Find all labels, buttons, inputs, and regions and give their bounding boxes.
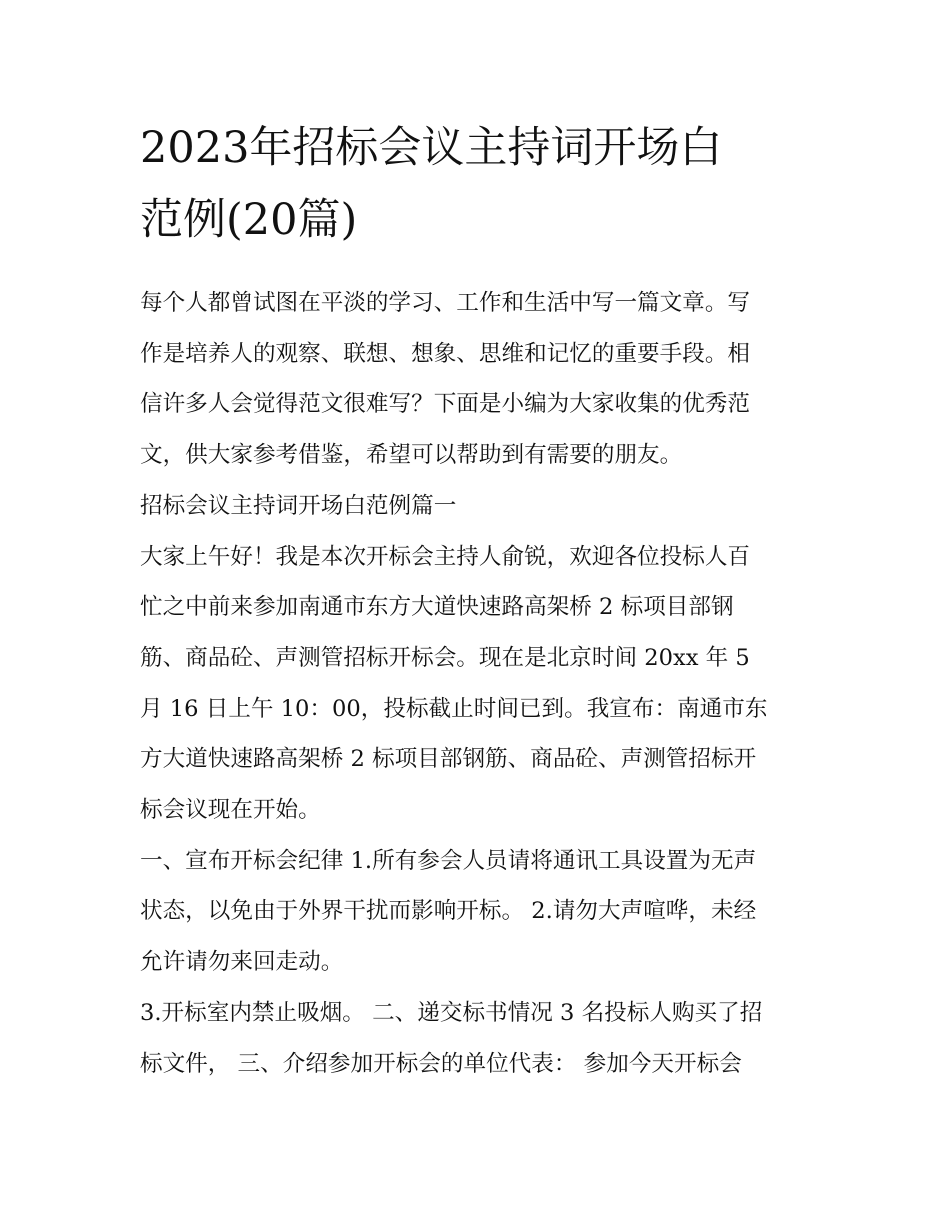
text-line: 每个人都曾试图在平淡的学习、工作和生活中写一篇文章。写 — [140, 290, 751, 316]
text-line: 月 16 日上午 10：00，投标截止时间已到。我宣布：南通市东 — [140, 695, 768, 722]
text-line: 一、宣布开标会纪律 1.所有参会人员请将通讯工具设置为无声 — [140, 847, 757, 874]
text-line: 状态，以免由于外界干扰而影响开标。 2.请勿大声喧哗，未经 — [140, 898, 757, 925]
text-line: 3.开标室内禁止吸烟。 二、递交标书情况 3 名投标人购买了招 — [140, 999, 763, 1026]
text-line: 筋、商品砼、声测管招标开标会。现在是北京时间 20xx 年 5 — [140, 644, 750, 671]
text-line: 大家上午好！我是本次开标会主持人俞锐，欢迎各位投标人百 — [140, 543, 751, 570]
section-heading: 招标会议主持词开场白范例篇一 — [140, 492, 457, 519]
document-text — [140, 278, 812, 1089]
text-line: 作是培养人的观察、联想、想象、思维和记忆的重要手段。相 — [140, 340, 751, 367]
text-line: 允许请勿来回走动。 — [140, 949, 344, 976]
text-line: 方大道快速路高架桥 2 标项目部钢筋、商品砼、声测管招标开 — [140, 746, 757, 773]
title-line-1: 2023年招标会议主持词开场白 — [140, 123, 723, 173]
text-line: 标文件， 三、介绍参加开标会的单位代表： 参加今天开标会 — [140, 1050, 742, 1077]
document-body — [140, 112, 812, 1089]
document-title — [140, 112, 812, 256]
title-line-2: 范例(20篇) — [140, 195, 358, 245]
text-line: 信许多人会觉得范文很难写？下面是小编为大家收集的优秀范 — [140, 391, 751, 418]
text-line: 标会议现在开始。 — [140, 797, 321, 824]
text-line: 忙之中前来参加南通市东方大道快速路高架桥 2 标项目部钢 — [140, 594, 734, 621]
text-line: 文，供大家参考借鉴，希望可以帮助到有需要的朋友。 — [140, 442, 683, 469]
